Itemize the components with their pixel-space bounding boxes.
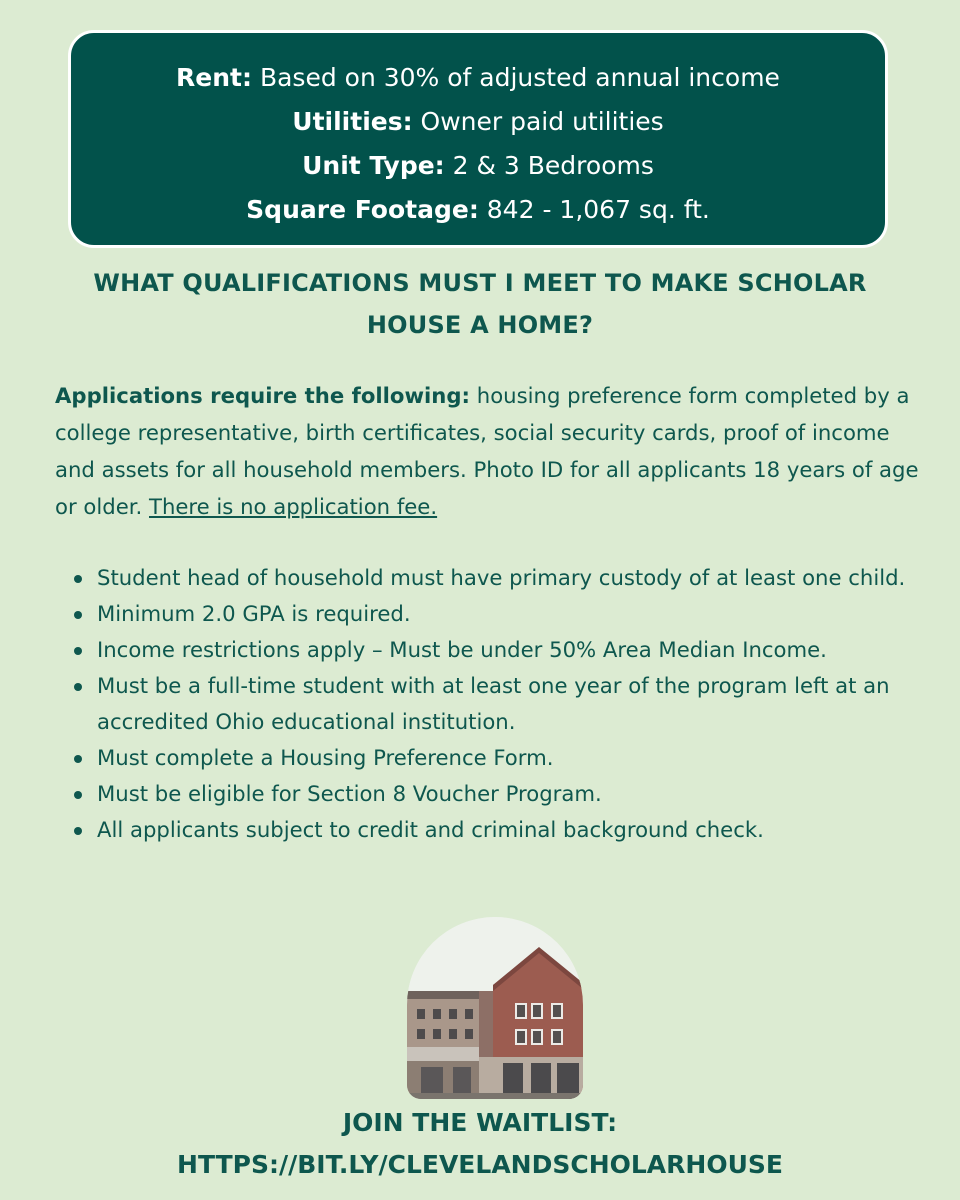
bullet-icon [74,647,82,655]
list-item [55,560,945,596]
heading-line-2: HOUSE A HOME? [366,311,594,339]
requirement-text: Must complete a Housing Preference Form. [97,745,554,770]
bullet-icon [74,575,82,583]
requirement-text: All applicants subject to credit and criminal background check. [97,817,764,842]
requirement-text: Must be eligible for Section 8 Voucher Program. [97,781,602,806]
square-footage-value: 842 - 1,067 sq. ft. [486,195,710,224]
bullet-icon [74,683,82,691]
square-footage-line [71,188,885,232]
utilities-label: Utilities: [292,107,413,136]
bullet-icon [74,791,82,799]
unit-type-value: 2 & 3 Bedrooms [452,151,654,180]
requirement-text: Minimum 2.0 GPA is required. [97,601,411,626]
list-item [55,596,945,632]
utilities-line [71,100,885,144]
rent-value: Based on 30% of adjusted annual income [259,63,780,92]
bullet-icon [74,755,82,763]
waitlist-heading: JOIN THE WAITLIST: [342,1108,618,1137]
qualifications-heading [30,262,930,346]
requirement-text: Student head of household must have primary custody of at least one child. [97,565,906,590]
heading-line-1: WHAT QUALIFICATIONS MUST I MEET TO MAKE SCHOLAR [93,269,867,297]
requirement-text: Must be a full-time student with at least one year of the program left at an accredited Ohio educational institution. [97,673,890,734]
applications-text: housing preference form completed by a college representative, birth certificates, social security cards, proof of income and assets for all household members. Photo ID for all applicants 18 years of age or older. [55,383,919,519]
applications-label: Applications require the following: [55,383,471,408]
requirements-list [55,560,945,848]
unit-type-label: Unit Type: [302,151,445,180]
rent-label: Rent: [176,63,252,92]
bullet-icon [74,827,82,835]
bullet-icon [74,611,82,619]
unit-type-line [71,144,885,188]
requirement-text: Income restrictions apply – Must be under 50% Area Median Income. [97,637,827,662]
waitlist-footer [0,1102,960,1186]
property-info-box [68,30,888,248]
list-item [55,740,945,776]
list-item [55,632,945,668]
apartment-building-image [407,917,583,1099]
building-photo [407,917,583,1099]
list-item [55,668,945,740]
square-footage-label: Square Footage: [246,195,479,224]
rent-line [71,56,885,100]
list-item [55,812,945,848]
waitlist-link[interactable]: HTTPS://BIT.LY/CLEVELANDSCHOLARHOUSE [177,1150,783,1179]
no-fee-note: There is no application fee. [149,494,438,519]
list-item [55,776,945,812]
utilities-value: Owner paid utilities [420,107,664,136]
application-requirements-paragraph [55,377,925,525]
